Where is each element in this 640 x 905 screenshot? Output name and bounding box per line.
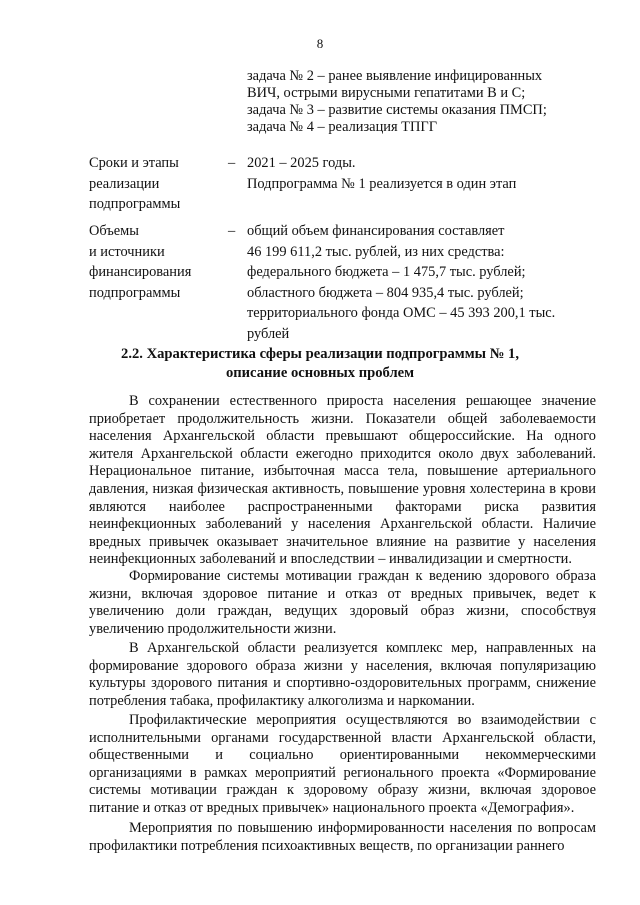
terms-value [247, 153, 516, 194]
task-line: ВИЧ, острыми вирусными гепатитами В и С; [247, 85, 526, 101]
funding-value-line: 46 199 611,2 тыс. рублей, из них средства: [247, 243, 505, 260]
terms-value-line: 2021 – 2025 годы. [247, 155, 356, 171]
funding-value-line: общий объем финансирования составляет [247, 223, 505, 239]
paragraph: Формирование системы мотивации граждан к ведению здорового образа жизни, включая здоровое питание и отказ от вредных привычек, ведет к увеличению доли граждан, ведущих здоровый образ жизни, способствуя увеличению продолжительности жизни. [89, 568, 596, 637]
terms-dash: – [228, 155, 236, 171]
paragraph: Мероприятия по повышению информированности населения по вопросам профилактики потребления психоактивных веществ, по организации раннего [89, 820, 596, 854]
terms-label-line: подпрограммы [89, 196, 181, 212]
funding-dash: – [228, 223, 236, 239]
task-line: задача № 3 – развитие системы оказания ПМСП; [247, 102, 547, 118]
terms-value-line: Подпрограмма № 1 реализуется в один этап [247, 175, 517, 192]
funding-value-line: федерального бюджета – 1 475,7 тыс. рублей; [247, 264, 526, 280]
funding-value-line: рублей [247, 325, 290, 342]
terms-label-line: реализации [89, 175, 160, 192]
paragraph: Профилактические мероприятия осуществляются во взаимодействии с исполнительными органами государственной власти Архангельской области, общественными и социально ориентированными некоммерческими организациями в рамках мероприятий регионального проекта «Формирование системы мотивации граждан к здоровому образу жизни, включая здоровое питание и отказ от вредных привычек» национального проекта «Демография». [89, 712, 596, 816]
task-line: задача № 4 – реализация ТПГГ [247, 119, 438, 135]
terms-label [89, 153, 180, 215]
task-line: задача № 2 – ранее выявление инфицированных [247, 68, 543, 84]
funding-label [89, 221, 191, 303]
funding-label-line: подпрограммы [89, 284, 181, 301]
funding-value-line: областного бюджета – 804 935,4 тыс. рублей; [247, 284, 524, 301]
funding-value-line: территориального фонда ОМС – 45 393 200,1 тыс. [247, 305, 556, 321]
funding-label-line: Объемы [89, 223, 139, 239]
section-heading [0, 345, 640, 383]
page-number: 8 [316, 36, 324, 51]
funding-value [247, 221, 555, 344]
funding-label-line: финансирования [89, 264, 192, 280]
paragraph: В сохранении естественного прироста населения решающее значение приобретает продолжительность жизни. Показатели общей заболеваемости населения Архангельской области превышают общероссийские. На одного жителя Архангельской области ежегодно приходится около двух заболеваний. Нерациональное питание, избыточная масса тела, повышение артериального давления, низкая физическая активность, повышение уровня холестерина в крови являются наиболее распространенными факторами риска развития неинфекционных заболеваний у населения Архангельской области. Наличие вредных привычек оказывает значительное влияние на развитие у населения неинфекционных заболеваний и впоследствии – инвалидизации и смертности. [89, 393, 596, 568]
section-title-line: описание основных проблем [225, 365, 415, 381]
funding-label-line: и источники [89, 243, 165, 260]
section-title-line: 2.2. Характеристика сферы реализации подпрограммы № 1, [121, 346, 519, 362]
paragraph: В Архангельской области реализуется комплекс мер, направленных на формирование здорового образа жизни у населения, включая популяризацию культуры здорового питания и спортивно-оздоровительных программ, снижение потребления табака, профилактику алкоголизма и наркомании. [89, 640, 596, 709]
terms-label-line: Сроки и этапы [89, 155, 179, 171]
